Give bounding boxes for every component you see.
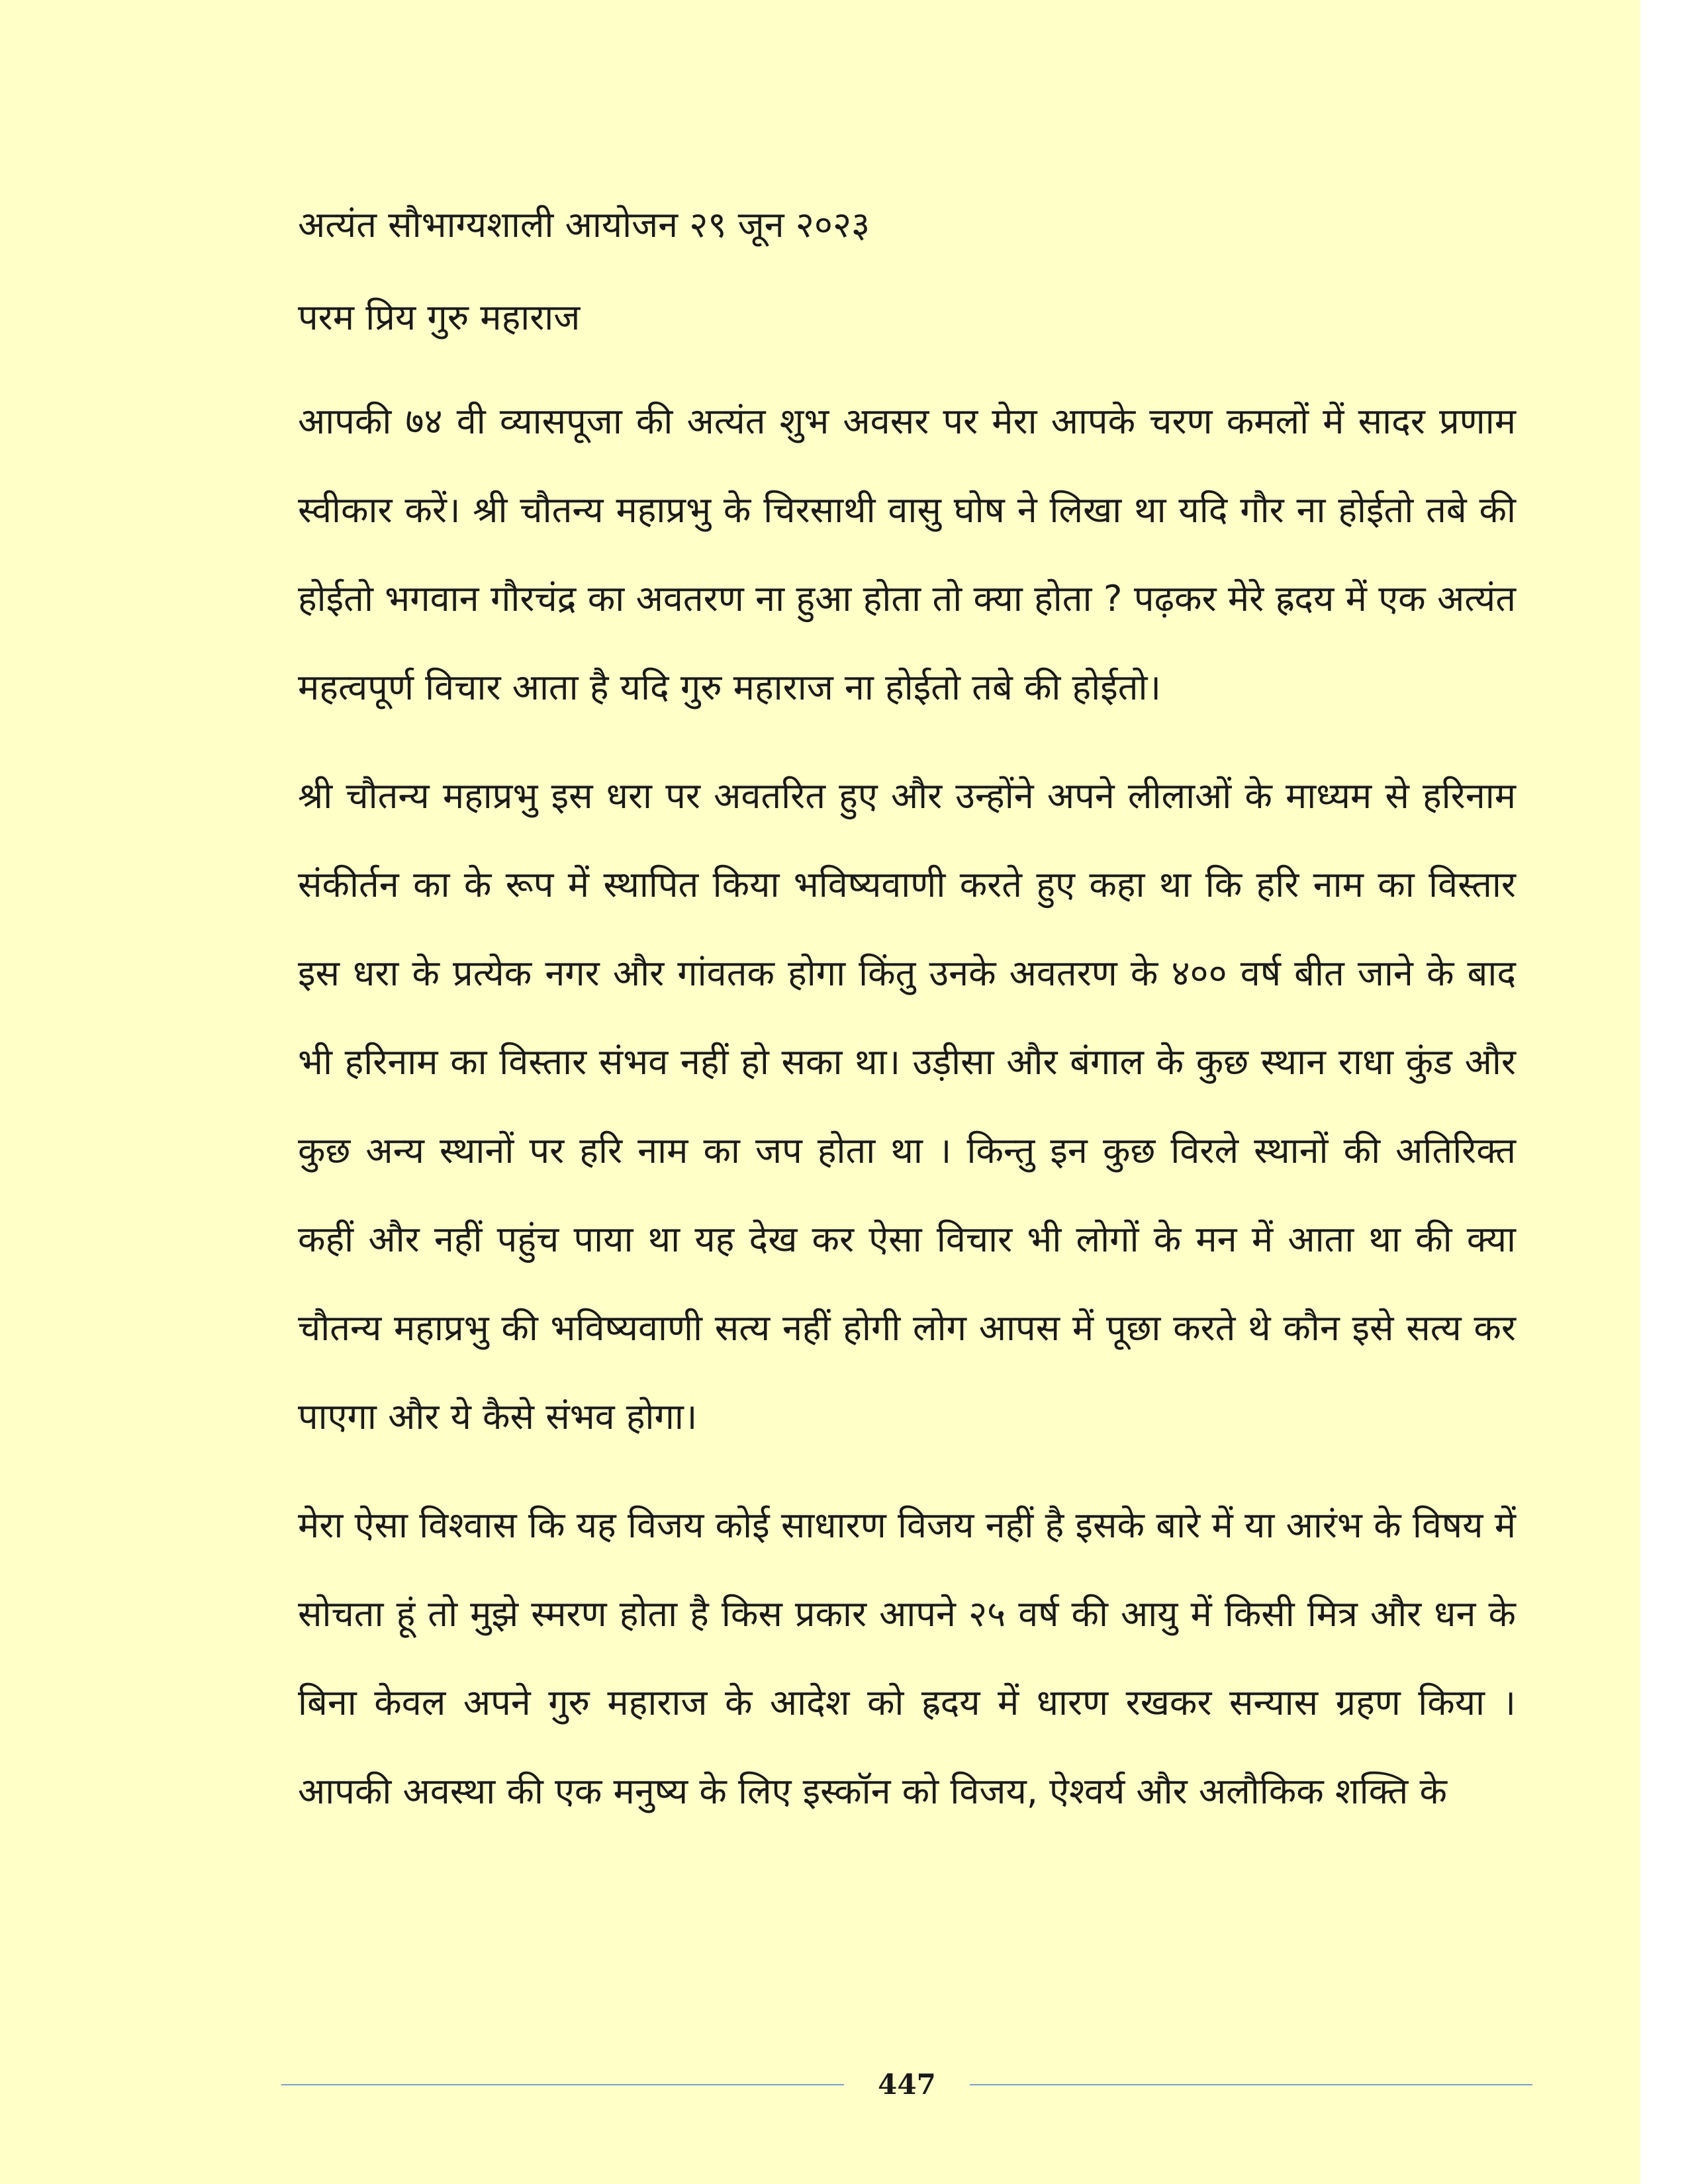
footer-rule-right	[970, 2084, 1532, 2085]
footer-rule-left	[281, 2084, 844, 2085]
page-footer	[281, 2068, 1532, 2101]
page-number: 447	[878, 2068, 936, 2101]
paragraph-3: मेरा ऐसा विश्वास कि यह विजय कोई साधारण विजय नहीं है इसके बारे में या आरंभ के विषय में सोचता हूं तो मुझे स्मरण होता है किस प्रकार आपने २५ वर्ष की आयु में किसी मित्र और धन के बिना केवल अपने गुरु महाराज के आदेश को ह्रदय में धारण रखकर सन्यास ग्रहण किया । आपकी अवस्था की एक मनुष्य के लिए इस्कॉन को विजय, ऐश्वर्य और अलौकिक शक्ति के	[298, 1504, 1516, 1812]
salutation: परम प्रिय गुरु महाराज	[298, 296, 581, 338]
paragraph-1: आपकी ७४ वी व्यासपूजा की अत्यंत शुभ अवसर पर मेरा आपके चरण कमलों में सादर प्रणाम स्वीकार करें। श्री चौतन्य महाप्रभु के चिरसाथी वासु घोष ने लिखा था यदि गौर ना होईतो तबे की होईतो भगवान गौरचंद्र का अवतरण ना हुआ होता तो क्या होता ? पढ़कर मेरे ह्रदय में एक अत्यंत महत्वपूर्ण विचार आता है यदि गुरु महाराज ना होईतो तबे की होईतो।	[298, 400, 1516, 708]
paragraph-2: श्री चौतन्य महाप्रभु इस धरा पर अवतरित हुए और उन्होंने अपने लीलाओं के माध्यम से हरिनाम संकीर्तन का के रूप में स्थापित किया भविष्यवाणी करते हुए कहा था कि हरि नाम का विस्तार इस धरा के प्रत्येक नगर और गांवतक होगा किंतु उनके अवतरण के ४०० वर्ष बीत जाने के बाद भी हरिनाम का विस्तार संभव नहीं हो सका था। उड़ीसा और बंगाल के कुछ स्थान राधा कुंड और कुछ अन्य स्थानों पर हरि नाम का जप होता था । किन्तु इन कुछ विरले स्थानों की अतिरिक्त कहीं और नहीं पहुंच पाया था यह देख कर ऐसा विचार भी लोगों के मन में आता था की क्या चौतन्य महाप्रभु की भविष्यवाणी सत्य नहीं होगी लोग आपस में पूछा करते थे कौन इसे सत्य कर पाएगा और ये कैसे संभव होगा।	[298, 775, 1516, 1437]
document-heading: अत्यंत सौभाग्यशाली आयोजन २९ जून २०२३	[298, 204, 870, 246]
document-body	[298, 192, 1516, 1856]
